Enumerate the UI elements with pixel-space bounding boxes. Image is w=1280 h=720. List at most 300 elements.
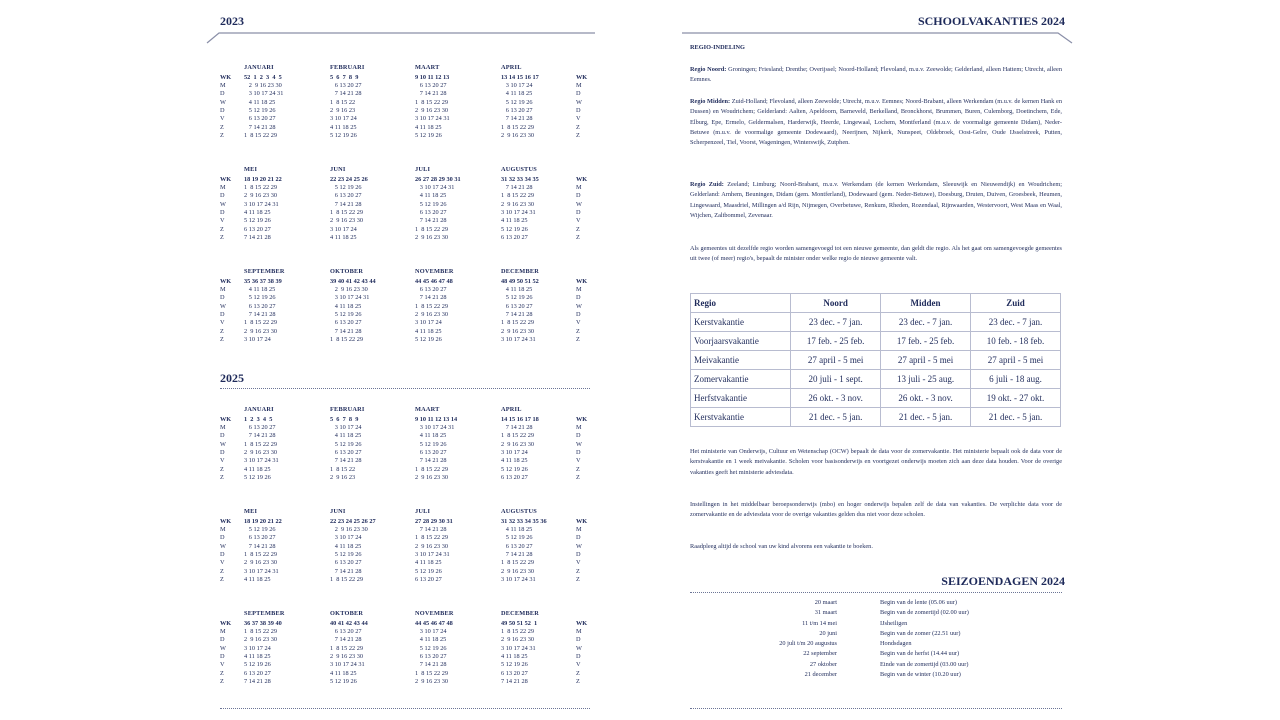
week-numbers: 14 15 16 17 18 <box>501 415 539 423</box>
day-row: 1 8 15 22 29 <box>330 644 364 652</box>
day-row: 5 12 19 26 <box>501 98 533 106</box>
day-row: 7 14 21 28 <box>244 542 276 550</box>
weekday-letter: Z <box>576 132 580 140</box>
divider-bottom-left <box>220 708 590 709</box>
day-row: 3 10 17 24 31 <box>415 551 450 559</box>
day-row: 3 10 17 24 31 <box>501 209 536 217</box>
week-numbers: 22 23 24 25 26 27 <box>330 517 376 525</box>
weekday-letter: D <box>576 90 581 98</box>
weekday-letter: M <box>576 525 582 533</box>
season-date: 20 juni <box>819 629 837 637</box>
month-name: SEPTEMBER <box>244 610 285 617</box>
seizoendagen-list <box>690 598 1062 680</box>
zuid-dates: 6 juli - 18 aug. <box>971 370 1061 389</box>
day-row: 7 14 21 28 <box>501 551 533 559</box>
weekday-letter: Z <box>220 567 224 575</box>
day-row: 1 8 15 22 29 <box>330 209 364 217</box>
season-date: 20 maart <box>814 599 837 606</box>
day-row: 1 8 15 22 29 <box>415 534 449 542</box>
day-row: 7 14 21 28 <box>244 123 276 131</box>
weekday-letter: Z <box>576 465 580 473</box>
weekday-letter: M <box>576 183 582 191</box>
day-row: 2 9 16 23 30 <box>244 636 278 644</box>
day-row: 1 8 15 22 29 <box>244 132 278 140</box>
day-row: 3 10 17 24 31 <box>415 423 455 431</box>
wk-label: WK <box>220 277 232 285</box>
season-row <box>690 619 1062 629</box>
left-page <box>205 0 600 720</box>
day-row: 7 14 21 28 <box>330 90 362 98</box>
vakantie-name: Zomervakantie <box>691 370 791 389</box>
table-row <box>691 408 1061 427</box>
day-row: 6 13 20 27 <box>330 627 362 635</box>
month-name: JANUARI <box>244 406 274 413</box>
day-row: 3 10 17 24 31 <box>244 457 279 465</box>
day-row: 4 11 18 25 <box>244 576 271 584</box>
month-block <box>244 268 324 345</box>
day-row: 2 9 16 23 30 <box>415 678 449 686</box>
day-row: 2 9 16 23 30 <box>244 81 282 89</box>
midden-dates: 21 dec. - 5 jan. <box>881 408 971 427</box>
wk-label: WK <box>576 619 588 627</box>
divider-2025 <box>220 388 590 389</box>
month-block <box>501 268 581 345</box>
month-block <box>501 166 581 243</box>
season-row <box>690 639 1062 649</box>
season-row <box>690 649 1062 659</box>
table-row <box>691 313 1061 332</box>
day-row: 2 9 16 23 30 <box>501 636 535 644</box>
day-row: 2 9 16 23 30 <box>330 285 368 293</box>
weekday-letter: V <box>220 457 225 465</box>
weekday-letter: V <box>576 217 581 225</box>
month-name: JULI <box>415 166 431 173</box>
month-block <box>415 166 495 243</box>
instellingen-paragraph: Instellingen in het middelbaar beroepsonderwijs (mbo) en hoger onderwijs bepalen zelf de data van vakanties. De verplichte data voor de zomervakantie en de adviesdata voor de overige vakanties gelden dus niet voor deze scholen. <box>690 501 1062 519</box>
day-row: 2 9 16 23 30 <box>415 311 449 319</box>
day-row: 5 12 19 26 <box>415 132 442 140</box>
month-block <box>501 610 581 687</box>
wk-label: WK <box>220 175 232 183</box>
table-header-row <box>691 294 1061 313</box>
week-numbers: 48 49 50 51 52 <box>501 277 539 285</box>
divider-bottom-right <box>690 708 1062 709</box>
month-name: MAART <box>415 406 440 413</box>
month-name: AUGUSTUS <box>501 166 537 173</box>
day-row: 1 8 15 22 29 <box>501 123 535 131</box>
weekday-letter: V <box>220 217 225 225</box>
day-row: 3 10 17 24 31 <box>501 576 536 584</box>
day-row: 7 14 21 28 <box>330 636 362 644</box>
season-description: Begin van de lente (05.06 uur) <box>880 599 957 606</box>
day-row: 7 14 21 28 <box>244 432 276 440</box>
day-row: 7 14 21 28 <box>501 311 533 319</box>
noord-dates: 26 okt. - 3 nov. <box>791 389 881 408</box>
weekday-letter: Z <box>576 225 580 233</box>
season-date: 11 t/m 14 mei <box>802 619 837 627</box>
day-row: 4 11 18 25 <box>244 98 276 106</box>
weekday-letter: D <box>576 294 581 302</box>
day-row: 5 12 19 26 <box>330 551 362 559</box>
weekday-letter: Z <box>220 132 224 140</box>
weekday-letter: V <box>576 661 581 669</box>
season-description: IJsheiligen <box>880 619 908 627</box>
regio-zuid-paragraph <box>690 180 1062 221</box>
week-numbers: 5 6 7 8 9 <box>330 73 359 81</box>
header-rule-left <box>205 31 600 45</box>
month-name: OKTOBER <box>330 610 364 617</box>
weekday-letter: M <box>576 285 582 293</box>
week-numbers: 49 50 51 52 1 <box>501 619 538 627</box>
month-name: NOVEMBER <box>415 268 454 275</box>
month-block <box>330 64 410 141</box>
day-row: 3 10 17 24 <box>415 319 442 327</box>
weekday-letter: D <box>220 636 225 644</box>
day-row: 6 13 20 27 <box>501 302 533 310</box>
regio-zuid-label: Regio Zuid: <box>690 181 724 188</box>
day-row: 6 13 20 27 <box>244 669 271 677</box>
weekday-letter: W <box>220 644 226 652</box>
season-description: Begin van de winter (10.20 uur) <box>880 671 961 679</box>
day-row: 2 9 16 23 <box>330 107 356 115</box>
day-row: 6 13 20 27 <box>244 534 276 542</box>
day-row: 1 8 15 22 29 <box>501 559 535 567</box>
day-row: 5 12 19 26 <box>244 525 276 533</box>
calendar-quarter-row <box>220 166 590 264</box>
day-row: 5 12 19 26 <box>244 661 271 669</box>
weekday-letter: D <box>576 653 581 661</box>
calendar-quarter-row <box>220 508 590 606</box>
day-row: 4 11 18 25 <box>244 653 271 661</box>
weekday-letter: D <box>576 311 581 319</box>
calendar-quarter-row <box>220 268 590 366</box>
day-row: 2 9 16 23 <box>330 474 356 482</box>
gemeenten-paragraph: Als gemeentes uit dezelfde regio worden samengevoegd tot een nieuwe gemeente, dan geldt die regio. Als het gaat om samengevoegde gemeentes uit twee (of meer) regio's, bepaalt de minister onder welke regio de nieuwe gemeente valt. <box>690 245 1062 263</box>
weekday-letter: D <box>220 294 225 302</box>
weekday-letter: W <box>576 98 582 106</box>
day-row: 4 11 18 25 <box>330 234 357 242</box>
weekday-letter: V <box>576 457 581 465</box>
day-row: 5 12 19 26 <box>330 183 362 191</box>
header-noord: Noord <box>791 294 881 313</box>
regio-zuid-text: Zeeland; Limburg; Noord-Brabant, m.u.v. Werkendam (de kernen Werkendam, Sleeuwijk en Nieuwendijk) en Woudrichem; Gelderland: Arnhem, Beuningen, Didam (gem. Montferland), Dodewaard (gem. Neder-Betuwe), Doesburg, Druten, Duiven, Groesbeek, Heumen, Lingewaard, Maasdriel, Millingen a/d Rijn, Nijmegen, Overbetuwe, Renkum, Rheden, Rozendaal, Rijnwaarden, Westervoort, West Maas en Waal, Wijchen, Zaltbommel, Zevenaar. <box>690 181 1063 219</box>
day-row: 3 10 17 24 <box>501 81 533 89</box>
day-row: 2 9 16 23 30 <box>244 327 278 335</box>
weekday-letter: W <box>220 200 226 208</box>
weekday-letter: D <box>220 107 225 115</box>
day-row: 6 13 20 27 <box>501 669 528 677</box>
day-row: 4 11 18 25 <box>244 465 271 473</box>
day-row: 2 9 16 23 30 <box>244 559 278 567</box>
weekday-letter: W <box>220 302 226 310</box>
day-row: 2 9 16 23 30 <box>501 567 535 575</box>
month-block <box>501 406 581 483</box>
day-row: 5 12 19 26 <box>415 567 442 575</box>
weekday-letter: W <box>220 440 226 448</box>
day-row: 2 9 16 23 30 <box>244 449 278 457</box>
weekday-letter: Z <box>220 678 224 686</box>
day-row: 6 13 20 27 <box>415 653 447 661</box>
weekday-letter: D <box>220 432 225 440</box>
season-row <box>690 660 1062 670</box>
weekday-letter: M <box>576 81 582 89</box>
weekday-letter: Z <box>576 669 580 677</box>
weekday-letter: W <box>576 440 582 448</box>
day-row: 5 12 19 26 <box>415 440 447 448</box>
regio-midden-paragraph <box>690 97 1062 148</box>
day-row: 6 13 20 27 <box>501 542 533 550</box>
zuid-dates: 23 dec. - 7 jan. <box>971 313 1061 332</box>
schoolvakanties-table <box>690 293 1061 427</box>
day-row: 5 12 19 26 <box>501 661 528 669</box>
weekday-letter: W <box>576 542 582 550</box>
day-row: 2 9 16 23 30 <box>330 525 368 533</box>
month-name: MEI <box>244 508 258 515</box>
weekday-letter: Z <box>220 327 224 335</box>
weekday-column <box>220 268 238 345</box>
day-row: 7 14 21 28 <box>501 183 533 191</box>
week-numbers: 31 32 33 34 35 <box>501 175 539 183</box>
week-numbers: 5 6 7 8 9 <box>330 415 359 423</box>
day-row: 1 8 15 22 29 <box>244 183 278 191</box>
day-row: 6 13 20 27 <box>330 449 362 457</box>
day-row: 6 13 20 27 <box>330 319 362 327</box>
day-row: 2 9 16 23 30 <box>244 192 278 200</box>
noord-dates: 17 feb. - 25 feb. <box>791 332 881 351</box>
weekday-letter: D <box>576 551 581 559</box>
weekday-letter: W <box>220 98 226 106</box>
spacer <box>220 610 238 620</box>
noord-dates: 20 juli - 1 sept. <box>791 370 881 389</box>
day-row: 5 12 19 26 <box>244 294 276 302</box>
weekday-letter: D <box>576 107 581 115</box>
day-row: 1 8 15 22 29 <box>415 302 449 310</box>
month-block <box>330 610 410 687</box>
month-name: OKTOBER <box>330 268 364 275</box>
day-row: 6 13 20 27 <box>415 576 442 584</box>
day-row: 4 11 18 25 <box>244 209 271 217</box>
week-numbers: 22 23 24 25 26 <box>330 175 368 183</box>
weekday-letter: Z <box>220 465 224 473</box>
day-row: 2 9 16 23 30 <box>501 200 535 208</box>
vakantie-name: Herfstvakantie <box>691 389 791 408</box>
day-row: 4 11 18 25 <box>415 327 442 335</box>
day-row: 2 9 16 23 30 <box>501 132 535 140</box>
day-row: 4 11 18 25 <box>501 217 528 225</box>
day-row: 4 11 18 25 <box>501 457 528 465</box>
week-numbers: 44 45 46 47 48 <box>415 277 453 285</box>
wk-label: WK <box>576 415 588 423</box>
weekday-letter: V <box>220 115 225 123</box>
month-block <box>244 610 324 687</box>
weekday-letter: Z <box>576 576 580 584</box>
month-block <box>244 64 324 141</box>
weekday-letter: D <box>220 192 225 200</box>
weekday-letter: M <box>220 423 226 431</box>
weekday-letter: Z <box>576 123 580 131</box>
month-name: FEBRUARI <box>330 64 365 71</box>
day-row: 6 13 20 27 <box>330 192 362 200</box>
month-name: JUNI <box>330 166 346 173</box>
noord-dates: 27 april - 5 mei <box>791 351 881 370</box>
month-block <box>330 406 410 483</box>
vakantie-name: Voorjaarsvakantie <box>691 332 791 351</box>
day-row: 3 10 17 24 31 <box>244 567 279 575</box>
day-row: 7 14 21 28 <box>244 311 276 319</box>
weekday-column <box>220 508 238 585</box>
day-row: 1 8 15 22 29 <box>330 336 364 344</box>
day-row: 6 13 20 27 <box>415 209 447 217</box>
month-block <box>244 406 324 483</box>
spacer <box>220 508 238 518</box>
week-numbers: 26 27 28 29 30 31 <box>415 175 461 183</box>
weekday-letter: W <box>576 644 582 652</box>
weekday-letter: M <box>220 285 226 293</box>
day-row: 5 12 19 26 <box>501 534 533 542</box>
weekday-letter: V <box>576 319 581 327</box>
week-numbers: 9 10 11 12 13 14 <box>415 415 458 423</box>
day-row: 3 10 17 24 31 <box>501 336 536 344</box>
week-numbers: 36 37 38 39 40 <box>244 619 282 627</box>
day-row: 5 12 19 26 <box>415 336 442 344</box>
day-row: 5 12 19 26 <box>501 294 533 302</box>
noord-dates: 23 dec. - 7 jan. <box>791 313 881 332</box>
header-regio: Regio <box>691 294 791 313</box>
day-row: 2 9 16 23 30 <box>415 107 449 115</box>
day-row: 7 14 21 28 <box>244 234 271 242</box>
day-row: 4 11 18 25 <box>501 653 528 661</box>
day-row: 6 13 20 27 <box>415 449 447 457</box>
day-row: 1 8 15 22 29 <box>415 465 449 473</box>
day-row: 1 8 15 22 29 <box>415 98 449 106</box>
weekday-letter: W <box>576 302 582 310</box>
weekday-letter: D <box>576 432 581 440</box>
day-row: 1 8 15 22 <box>330 98 356 106</box>
weekday-letter: Z <box>220 474 224 482</box>
week-numbers: 1 2 3 4 5 <box>244 415 273 423</box>
day-row: 1 8 15 22 29 <box>501 192 535 200</box>
day-row: 5 12 19 26 <box>330 311 362 319</box>
day-row: 5 12 19 26 <box>244 217 271 225</box>
midden-dates: 27 april - 5 mei <box>881 351 971 370</box>
weekday-letter: D <box>576 534 581 542</box>
day-row: 3 10 17 24 31 <box>415 115 450 123</box>
day-row: 3 10 17 24 31 <box>330 294 370 302</box>
month-block <box>330 166 410 243</box>
year-2023-heading: 2023 <box>220 14 244 28</box>
wk-label: WK <box>220 517 232 525</box>
week-numbers: 44 45 46 47 48 <box>415 619 453 627</box>
day-row: 6 13 20 27 <box>244 115 276 123</box>
schoolvakanties-title: SCHOOLVAKANTIES 2024 <box>917 14 1065 28</box>
zuid-dates: 21 dec. - 5 jan. <box>971 408 1061 427</box>
day-row: 3 10 17 24 31 <box>501 644 536 652</box>
weekday-letter: Z <box>576 567 580 575</box>
day-row: 5 12 19 26 <box>330 132 357 140</box>
weekday-letter: Z <box>220 576 224 584</box>
day-row: 1 8 15 22 29 <box>501 627 535 635</box>
weekday-letter: V <box>220 661 225 669</box>
weekday-letter: D <box>220 653 225 661</box>
season-row <box>690 670 1062 680</box>
day-row: 7 14 21 28 <box>330 200 362 208</box>
header-midden: Midden <box>881 294 971 313</box>
day-row: 7 14 21 28 <box>415 90 447 98</box>
weekday-letter: M <box>220 183 226 191</box>
day-row: 1 8 15 22 29 <box>501 432 535 440</box>
raadpleeg-paragraph: Raadpleeg altijd de school van uw kind alvorens een vakantie te boeken. <box>690 543 873 550</box>
season-date: 21 december <box>804 671 837 679</box>
weekday-letter: D <box>576 192 581 200</box>
day-row: 6 13 20 27 <box>415 285 447 293</box>
day-row: 3 10 17 24 <box>330 115 357 123</box>
wk-label: WK <box>576 517 588 525</box>
weekday-letter: Z <box>220 234 224 242</box>
day-row: 7 14 21 28 <box>415 457 447 465</box>
noord-dates: 21 dec. - 5 jan. <box>791 408 881 427</box>
day-row: 3 10 17 24 31 <box>244 200 279 208</box>
day-row: 6 13 20 27 <box>415 81 447 89</box>
regio-indeling-heading: REGIO-INDELING <box>690 44 745 51</box>
wk-label: WK <box>576 73 588 81</box>
season-description: Begin van de zomertijd (02.00 uur) <box>880 609 969 617</box>
month-name: JANUARI <box>244 64 274 71</box>
day-row: 5 12 19 26 <box>501 225 528 233</box>
weekday-letter: Z <box>220 669 224 677</box>
day-row: 6 13 20 27 <box>330 81 362 89</box>
year-2025-heading: 2025 <box>220 371 244 385</box>
regio-noord-paragraph <box>690 65 1062 86</box>
weekday-letter: M <box>220 627 226 635</box>
day-row: 3 10 17 24 <box>330 534 362 542</box>
weekday-letter: D <box>576 636 581 644</box>
day-row: 7 14 21 28 <box>415 661 447 669</box>
midden-dates: 26 okt. - 3 nov. <box>881 389 971 408</box>
day-row: 4 11 18 25 <box>244 285 276 293</box>
season-description: Hondsdagen <box>880 640 912 648</box>
regio-noord-text: Groningen; Friesland; Drenthe; Overijssel; Noord-Holland; Flevoland, m.u.v. Zeewolde; Gelderland, alleen Hattem; Utrecht, alleen Eemnes. <box>690 66 1063 84</box>
day-row: 3 10 17 24 <box>330 225 357 233</box>
day-row: 6 13 20 27 <box>501 234 528 242</box>
month-name: MAART <box>415 64 440 71</box>
weekday-column <box>220 64 238 141</box>
wk-label: WK <box>220 73 232 81</box>
vakantie-name: Meivakantie <box>691 351 791 370</box>
weekday-letter: W <box>220 542 226 550</box>
day-row: 3 10 17 24 31 <box>415 183 455 191</box>
midden-dates: 13 juli - 25 aug. <box>881 370 971 389</box>
week-numbers: 9 10 11 12 13 <box>415 73 450 81</box>
day-row: 6 13 20 27 <box>501 107 533 115</box>
day-row: 7 14 21 28 <box>501 678 528 686</box>
day-row: 4 11 18 25 <box>330 123 357 131</box>
day-row: 4 11 18 25 <box>415 636 447 644</box>
day-row: 2 9 16 23 30 <box>415 474 449 482</box>
day-row: 2 9 16 23 30 <box>501 327 535 335</box>
wk-label: WK <box>220 619 232 627</box>
month-block <box>415 508 495 585</box>
day-row: 7 14 21 28 <box>330 327 362 335</box>
month-name: FEBRUARI <box>330 406 365 413</box>
day-row: 5 12 19 26 <box>244 107 276 115</box>
day-row: 7 14 21 28 <box>501 423 533 431</box>
day-row: 3 10 17 24 31 <box>244 90 284 98</box>
spacer <box>220 406 238 416</box>
day-row: 1 8 15 22 29 <box>244 551 278 559</box>
weekday-letter: W <box>576 200 582 208</box>
day-row: 6 13 20 27 <box>330 559 362 567</box>
weekday-letter: V <box>220 319 225 327</box>
